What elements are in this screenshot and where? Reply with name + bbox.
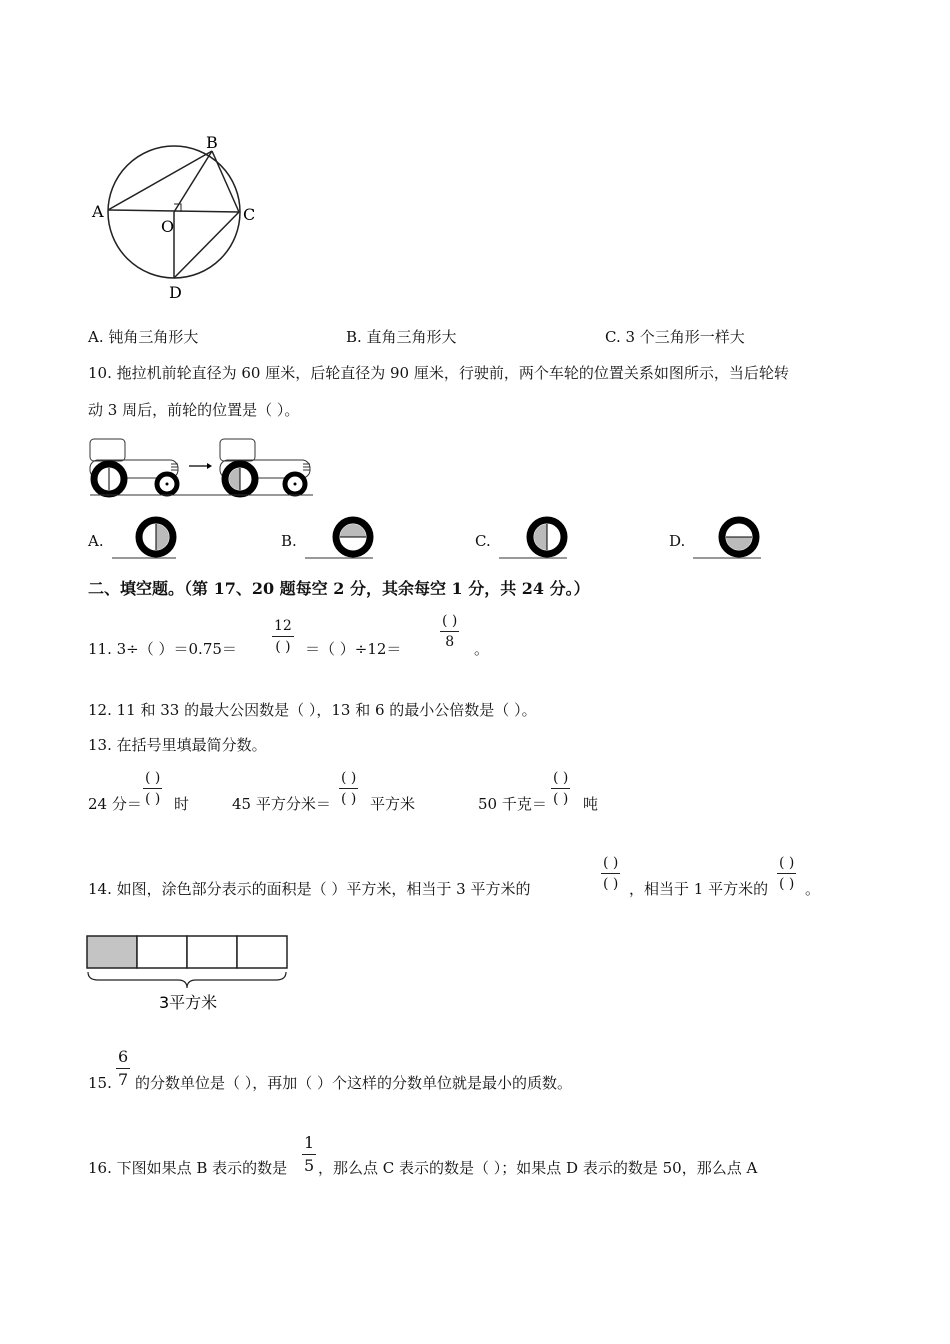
q12-text: 12. 11 和 33 的最大公因数是（ ），13 和 6 的最小公倍数是（ ）。 [88,701,537,719]
q11-part1: 11. 3÷（ ）＝0.75＝ [88,640,237,658]
chord-ab [108,151,212,210]
q11-frac2-denominator: 8 [445,634,455,650]
q13-item1-right: 时 [174,795,190,813]
chord-bc [212,151,239,212]
shaded-cell [87,936,137,968]
q13-item3-right: 吨 [583,795,599,813]
q16-fraction [302,1135,316,1174]
q16-part1: 16. 下图如果点 B 表示的数是 [88,1159,288,1177]
q11-part3: 。 [474,640,490,658]
q13-item2-right: 平方米 [370,795,416,813]
q13-item1-fraction [143,771,162,806]
circle-triangle-figure [85,128,270,308]
figure-label: 3平方米 [159,993,218,1012]
q11-frac1-denominator: ( ) [275,639,291,655]
q13-item2-denominator: ( ) [341,791,357,807]
q10-text-line2: 动 3 周后，前轮的位置是（ ）。 [88,401,300,419]
q15-fraction [116,1049,130,1088]
label-b: B [206,133,218,152]
q13-title: 13. 在括号里填最简分数。 [88,736,267,754]
tractor-after [220,439,310,494]
q10-text-line1: 10. 拖拉机前轮直径为 60 厘米，后轮直径为 90 厘米，行驶前，两个车轮的位置关系如图所示，当后轮转 [88,364,789,382]
q16-frac-denominator: 5 [304,1156,315,1175]
tractor-before [90,439,178,494]
q9-option-c: C. 3 个三角形一样大 [605,328,745,346]
area-bar-figure [84,934,294,1018]
section-2-heading: 二、填空题。（第 17、20 题每空 2 分，其余每空 1 分，共 24 分。） [88,579,590,598]
q10-option-c-letter: C. [475,532,491,550]
q10-option-b-letter: B. [281,532,297,550]
q15-frac-denominator: 7 [118,1070,129,1089]
q13-item1-denominator: ( ) [145,791,161,807]
q16-frac-numerator: 1 [302,1135,316,1155]
q13-item2-numerator: ( ) [339,771,358,789]
q13-item1-numerator: ( ) [143,771,162,789]
q10-option-a-wheel [110,514,180,562]
q13-item2-fraction [339,771,358,806]
brace-icon [88,972,286,988]
cell [137,936,187,968]
label-o: O [161,217,175,236]
segment-bo [174,151,212,212]
q9-option-b: B. 直角三角形大 [346,328,457,346]
chord-cd [174,212,239,278]
q13-item1-left: 24 分＝ [88,795,142,813]
q15-frac-numerator: 6 [116,1049,130,1069]
q10-option-b-wheel [303,514,378,562]
q15-number: 15. [88,1074,112,1092]
q10-option-c-wheel [497,514,572,562]
q15-text: 的分数单位是（ ），再加（ ）个这样的分数单位就是最小的质数。 [135,1074,573,1092]
q11-fraction-2 [440,614,459,649]
cell [237,936,287,968]
q10-option-a-letter: A. [88,532,104,550]
q14-fraction-1 [601,856,620,891]
q13-item2-left: 45 平方分米＝ [232,795,331,813]
q14-part3: 。 [805,880,821,898]
q11-fraction-1 [272,619,294,654]
cell [187,936,237,968]
label-c: C [243,205,256,224]
q13-item3-left: 50 千克＝ [478,795,547,813]
label-a: A [92,202,104,221]
q10-option-d-wheel [691,514,766,562]
q14-frac2-denominator: ( ) [779,876,795,892]
q14-frac1-numerator: ( ) [601,856,620,874]
diameter-ac [108,210,239,212]
q10-option-d-letter: D. [669,532,686,550]
q13-item3-numerator: ( ) [551,771,570,789]
q9-option-a: A. 钝角三角形大 [88,328,199,346]
q11-part2: ＝（ ）÷12＝ [305,640,402,658]
q13-item3-denominator: ( ) [553,791,569,807]
q11-frac1-numerator: 12 [272,619,294,637]
q14-fraction-2 [777,856,796,891]
q14-frac2-numerator: ( ) [777,856,796,874]
q14-frac1-denominator: ( ) [603,876,619,892]
q13-item3-fraction [551,771,570,806]
q14-part2: ，相当于 1 平方米的 [629,880,769,898]
tractor-figure [85,436,317,498]
q14-part1: 14. 如图，涂色部分表示的面积是（ ）平方米，相当于 3 平方米的 [88,880,531,898]
q11-frac2-numerator: ( ) [440,614,459,632]
q16-part2: ，那么点 C 表示的数是（ ）；如果点 D 表示的数是 50，那么点 A [318,1159,758,1177]
label-d: D [169,283,182,302]
